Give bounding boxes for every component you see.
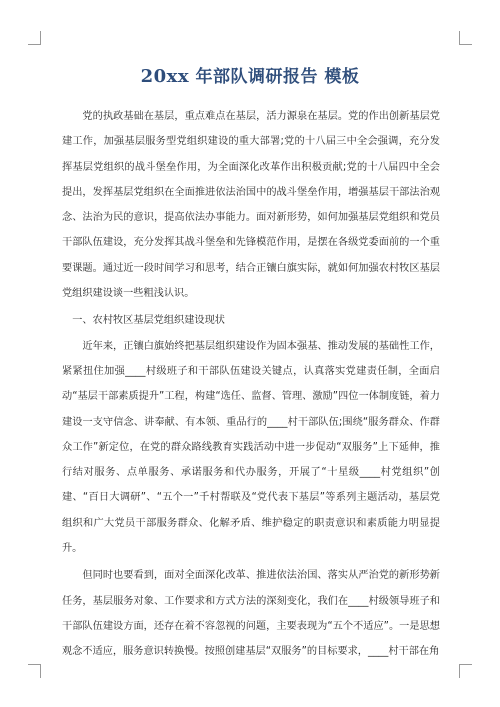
page-title xyxy=(0,62,500,87)
document-body xyxy=(62,104,440,665)
paragraph-problems: 但同时也要看到，面对全面深化改革、推进依法治国、落实从严治党的新形势新任务，基层服务对象、工作要求和方式方法的深刻变化，我们在____村级领导班子和干部队伍建设方面，还存在着不容忽视的问题，主要表现为“五个不适应”。一是思想观念不适应，服务意识转换慢。按照创建基层“双服务”的目标要求，____村干部在角 xyxy=(62,570,440,658)
page-title-year: 20xx xyxy=(140,66,190,87)
crop-mark-bottom-left xyxy=(28,664,41,678)
crop-mark-bottom-right xyxy=(459,664,472,678)
page-title-text: 年部队调研报告 模板 xyxy=(189,67,360,87)
crop-mark-top-right xyxy=(459,31,472,45)
crop-mark-top-left xyxy=(28,31,41,45)
paragraph-status: 近年来，正镶白旗始终把基层组织建设作为固本强基、推动发展的基础性工作，紧紧扭住加强____村级班子和干部队伍建设关键点，认真落实党建责任制，全面启动“基层干部素质提升”工程，构建“选任、监督、管理、激励”四位一体制度链，着力建设一支守信念、讲奉献、有本领、重品行的____村干部队伍;围绕“服务群众、作群众工作”新定位，在党的群众路线教育实践活动中进一步促动“双服务”上下延伸，推行结对服务、点单服务、承诺服务和代办服务，开展了“十星级____村党组织”创建、“百日大调研”、“五个一”千村帮联及“党代表下基层”等系列主题活动，基层党组织和广大党员干部服务群众、化解矛盾、维护稳定的职责意识和素质能力明显提升。 xyxy=(62,340,440,555)
section-heading: 一、农村牧区基层党组织建设现状 xyxy=(72,315,225,327)
paragraph-intro: 党的执政基础在基层，重点难点在基层，活力源泉在基层。党的作出创新基层党建工作，加强基层服务型党组织建设的重大部署;党的十八届三中全会强调，充分发挥基层党组织的战斗堡垒作用，为全面深化改革作出积极贡献;党的十八届四中全会提出，发挥基层党组织在全面推进依法治国中的战斗堡垒作用，增强基层干部法治观念、法治为民的意识，提高依法办事能力。面对新形势，如何加强基层党组织和党员干部队伍建设，充分发挥其战斗堡垒和先锋模范作用，是摆在各级党委面前的一个重要课题。通过近一段时间学习和思考，结合正镶白旗实际，就如何加强农村牧区基层党组织建设谈一些粗浅认识。 xyxy=(62,111,440,300)
